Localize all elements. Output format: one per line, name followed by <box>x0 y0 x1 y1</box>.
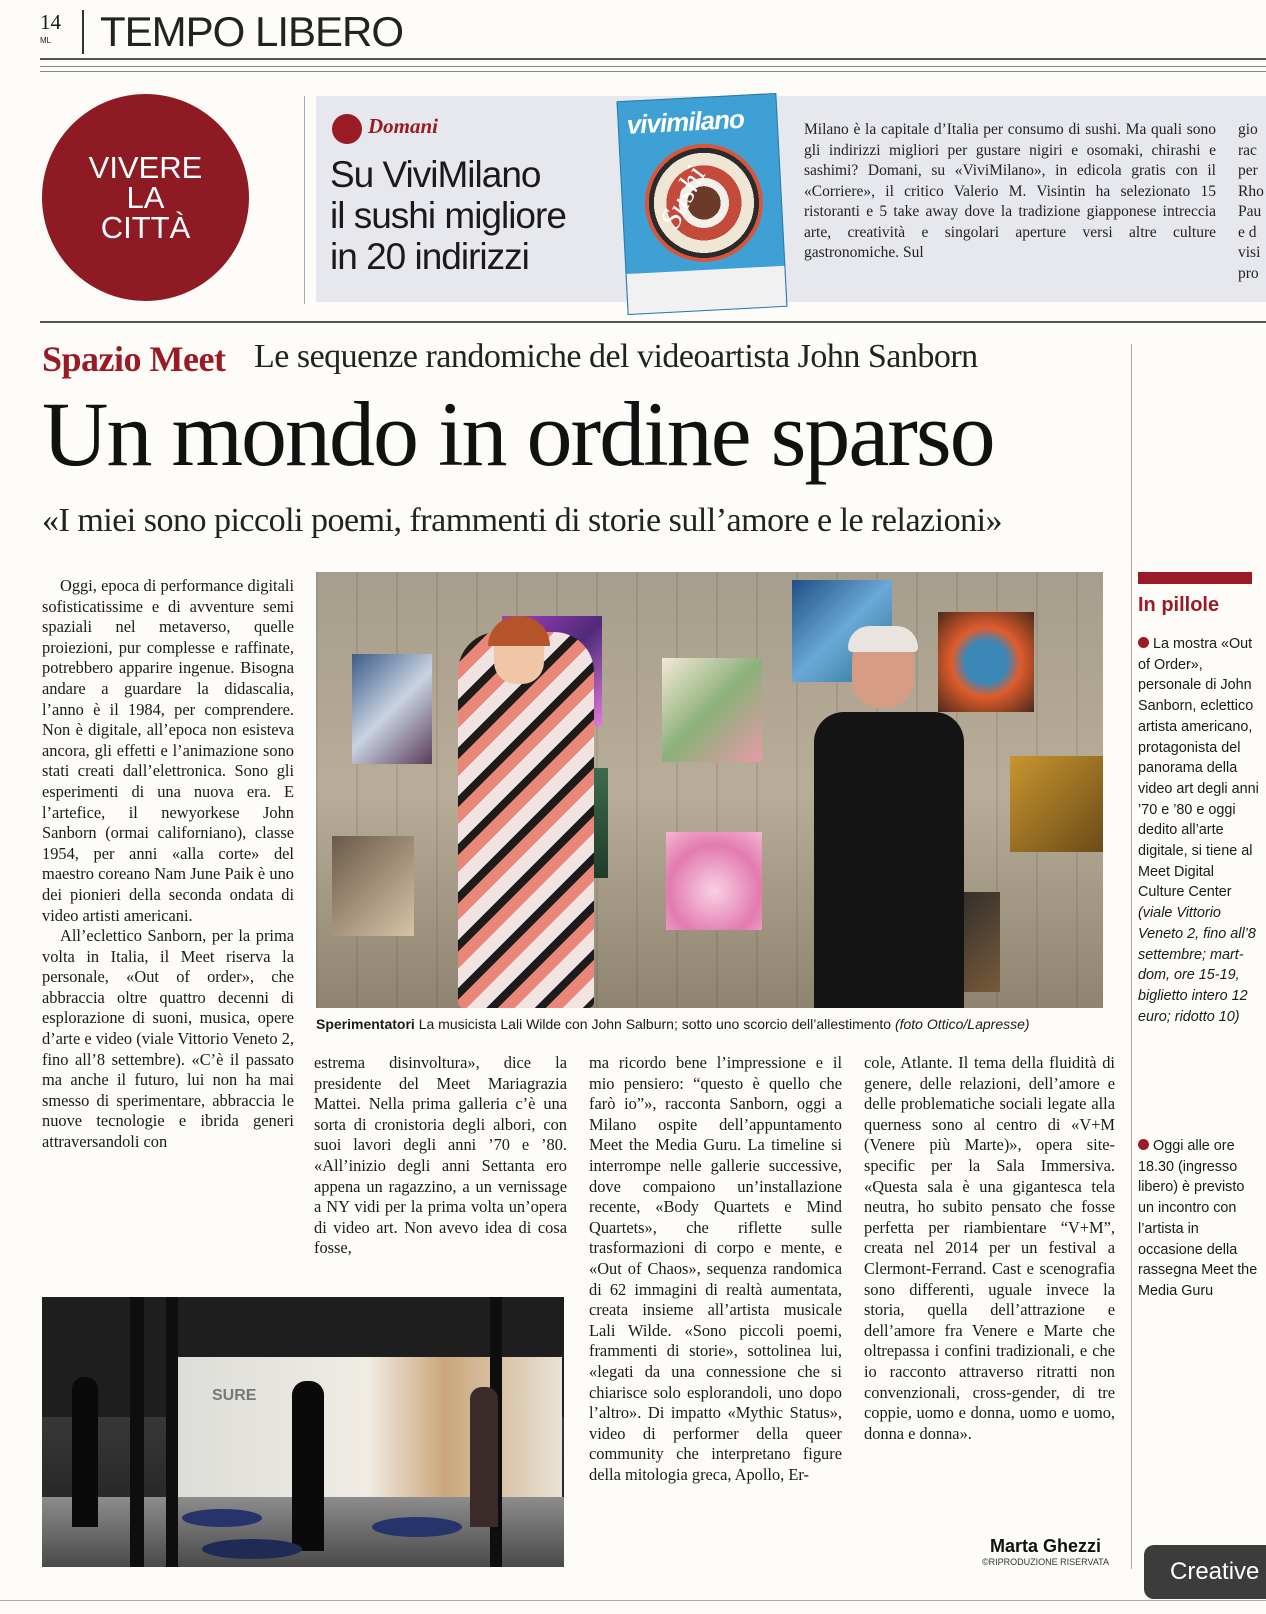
cut-line: per <box>1238 162 1258 179</box>
cut-line: Pau <box>1238 203 1262 220</box>
creative-button[interactable]: Creative <box>1144 1545 1266 1599</box>
bullet-icon <box>1138 1139 1149 1150</box>
floor-cushion <box>202 1539 302 1559</box>
edition-code: ML <box>40 36 52 45</box>
article-column-1 <box>42 576 294 1153</box>
caption-text: La musicista Lali Wilde con John Salburn; sotto uno scorcio dell’allestimento <box>414 1016 895 1032</box>
red-dot-icon <box>332 114 362 144</box>
main-photo <box>316 572 1103 1008</box>
sidebar-accent-bar <box>1138 572 1252 584</box>
kicker-label: Spazio Meet <box>42 339 226 379</box>
magazine-title: vivimilano <box>625 103 745 140</box>
artwork-image <box>332 836 414 936</box>
sidebar-title: In pillole <box>1138 594 1220 616</box>
visitor-silhouette <box>72 1377 98 1527</box>
artwork-image <box>662 658 762 762</box>
cut-line: visi <box>1238 244 1261 261</box>
header-rule <box>40 58 1266 60</box>
artwork-image <box>666 832 762 930</box>
sidebar-divider <box>1131 344 1132 1569</box>
floor-cushion <box>372 1517 462 1537</box>
floor-cushion <box>182 1509 262 1527</box>
vivere-la-citta-badge <box>42 94 249 301</box>
man-hair <box>848 626 918 652</box>
caption-credit: (foto Ottico/Lapresse) <box>894 1016 1030 1032</box>
header-rule <box>40 71 1266 72</box>
promo-divider <box>304 96 305 304</box>
cut-line: rac <box>1238 141 1257 159</box>
sidebar-item-1 <box>1138 634 1264 1027</box>
paragraph: Oggi, epoca di performance digitali sofisticatissime e di avventure semi spaziali nel metaverso, quelle proiezioni, pur complesse e raffinate, potrebbero apparire ingenue. Bisogna andare a guardare la didascalia, l’anno è il 1984, per comprendere. Non è digitale, all’epoca non esisteva ancora, gli effetti e l’animazione sono stati creati dall’elettronica. Sono gli esperimenti di una nuova era. E l’artefice, il newyorkese John Sanborn (ormai californiano), classe 1954, per anni «alla corte» del maestro coreano Nam June Paik è uno dei pionieri della seconda ondata di video artisti americani. <box>42 576 294 925</box>
projection-screen <box>172 1357 562 1497</box>
promo-cut-column <box>1238 120 1266 284</box>
author-name: Marta Ghezzi <box>990 1536 1102 1556</box>
cut-line: gio <box>1238 121 1258 138</box>
promo-headline: Su ViviMilano il sushi migliore in 20 indirizzi <box>330 154 566 277</box>
bottom-rule <box>0 1600 1266 1601</box>
column <box>166 1297 178 1567</box>
copyright-note: ©RIPRODUZIONE RISERVATA <box>982 1557 1109 1567</box>
bullet-icon <box>1138 637 1149 648</box>
visitor-silhouette <box>292 1381 324 1551</box>
article-column-4: cole, Atlante. Il tema della fluidità di genere, delle relazioni, dell’amore e delle problematiche sociali legate alla querness sono al centro di «V+M (Venere più Marte)», opera site-specific per la Sala Immersiva. «Questa sala è una gigantesca tela neutra, ho subito pensato che fosse perfetta per riambientare “V+M”, creata nel 2014 per un festival a Clermont-Ferrand. Cast e scenografia sono differenti, uguale invece la storia, quella dell’attrazione e dell’amore fra Venere e Marte che oltrepassa i confini tradizionali, e che io racconto attraverso ritratti non convenzionali, cross-gender, di tre coppie, uomo e donna, uomo e uomo, donna e donna». <box>864 1053 1115 1443</box>
page-number: 14 <box>40 10 61 34</box>
artwork-image <box>938 612 1034 712</box>
article-column-2: estrema disinvoltura», dice la presidente del Meet Mariagrazia Mattei. Nella prima galleria c’è una sorta di cronistoria degli albori, con suoi lavori degli anni ’70 e ’80. «All’inizio degli anni Settanta ero appena un ragazzino, a un vernissage a NY vidi per la prima volta un’opera di video art. Non avevo idea di cosa fosse, <box>314 1053 567 1258</box>
sidebar-item-details: (viale Vittorio Veneto 2, fino all’8 settembre; mart-dom, ore 15-19, biglietto intero 12 euro; ridotto 10) <box>1138 905 1256 1025</box>
sidebar-item-text: Oggi alle ore 18.30 (ingresso libero) è previsto un incontro con l’artista in occasione della rassegna Meet the Media Guru <box>1138 1138 1258 1299</box>
promo-body-text: Milano è la capitale d’Italia per consumo di sushi. Ma quali sono gli indirizzi migliori per gustare nigiri e osomaki, chirashi e sashimi? Domani, su «ViviMilano», in edicola gratis con il «Corriere», il critico Valerio M. Visintin ha selezionato 15 ristoranti e 5 take away dove la tradizione giapponese intreccia arte, creatività e singolari aperture versi altre culture gastronomiche. Sul <box>804 121 1216 261</box>
sidebar-item-text: La mostra «Out of Order», personale di John Sanborn, eclettico artista americano, protagonista del panorama della video art degli anni ’70 e ’80 e oggi dedito all’arte digitale, si tiene al Meet Digital Culture Center <box>1138 636 1259 901</box>
artwork-image <box>352 654 432 764</box>
woman-figure <box>458 632 594 1008</box>
cut-line: e d <box>1238 223 1257 241</box>
magazine-footer <box>627 266 787 315</box>
badge-text: VIVERE LA CITTÀ <box>88 149 203 245</box>
sidebar-item-2 <box>1138 1136 1264 1302</box>
installation-photo <box>42 1297 564 1567</box>
article-title: Un mondo in ordine sparso <box>42 383 994 485</box>
section-title: TEMPO LIBERO <box>100 8 404 55</box>
cut-line: pro <box>1238 264 1259 282</box>
photo-caption <box>316 1016 1116 1032</box>
kicker-text: Le sequenze randomiche del videoartista John Sanborn <box>254 338 978 375</box>
projection-text: SURE <box>212 1387 257 1404</box>
visitor-silhouette <box>470 1387 498 1527</box>
column <box>130 1297 144 1567</box>
article-column-3: ma ricordo bene l’impressione e il mio pensiero: “questo è quello che farò io”», racconta Sanborn, oggi a Milano ospite dell’appuntamento Meet the Media Guru. La timeline si interrompe nelle gallerie successive, dove compaiono un’installazione recente, «Body Quartets e Mind Quartets», che riflette sulle trasformazioni di corpo e mente, e «Out of Chaos», sequenza randomica di 62 immagini di realtà aumentata, creata insieme all’artista musicale Lali Wilde. «Sono piccoli poemi, frammenti di storie», sottolinea lui, «legati da una connessione che si chiarisce solo esplorandoli, uno dopo l’altro». Di impatto «Mythic Status», video di performer della queer community che interpretano figure della mitologia greca, Apollo, Er- <box>589 1053 842 1484</box>
paragraph: All’eclettico Sanborn, per la prima volta in Italia, il Meet riserva la personale, «Out of order», che abbraccia oltre quattro decenni di esplorazione di suoni, musica, opere d’arte e video (viale Vittorio Veneto 2, fino all’8 settembre). «C’è il passato ma anche il futuro, lui non ha mai smesso di sperimentare, abbraccia le nuove tecnologie e ibrida generi attraversandoli con <box>42 926 294 1152</box>
promo-label: Domani <box>368 114 439 138</box>
caption-label: Sperimentatori <box>316 1016 415 1032</box>
man-figure <box>814 712 964 1008</box>
cut-line: Rho <box>1238 182 1264 200</box>
magazine-sushi-word: Sushi <box>653 160 713 234</box>
header-rule <box>40 66 1266 67</box>
article-subtitle: «I miei sono piccoli poemi, frammenti di storie sull’amore e le relazioni» <box>42 502 1003 539</box>
article-top-rule <box>40 321 1266 323</box>
header-divider <box>82 10 84 54</box>
artwork-image <box>1010 756 1103 852</box>
magazine-cover <box>617 93 788 315</box>
